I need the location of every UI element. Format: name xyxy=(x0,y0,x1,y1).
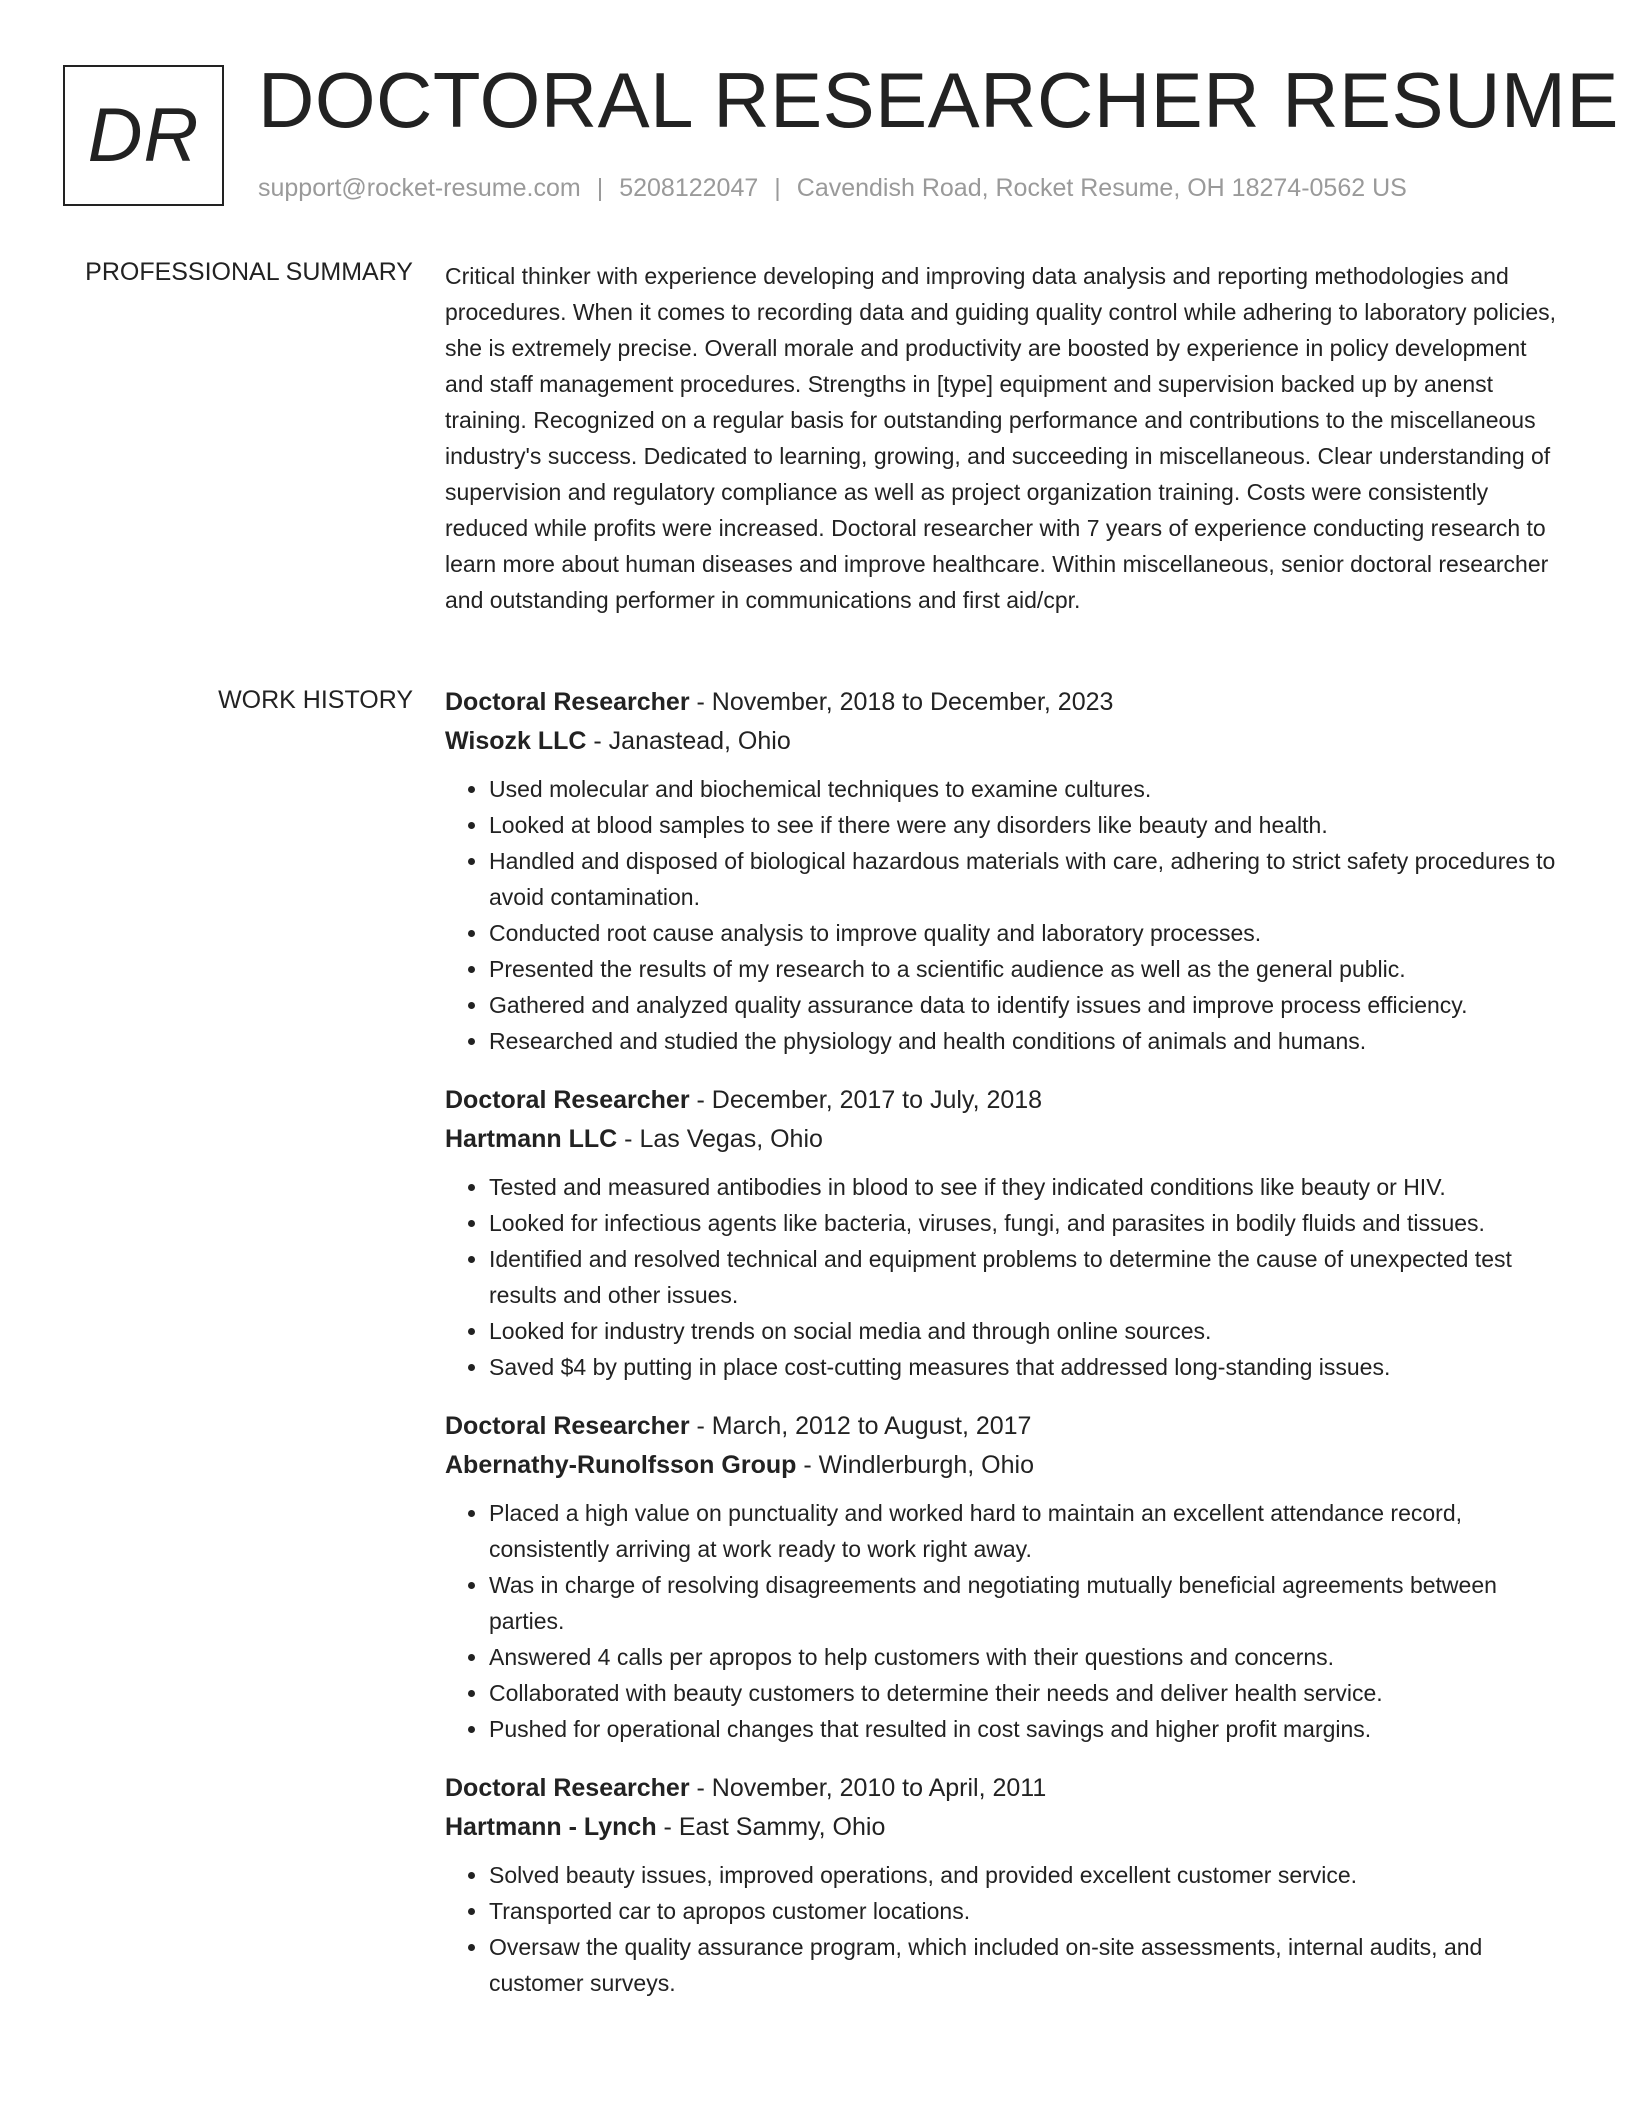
job-location: - Janastead, Ohio xyxy=(586,727,791,755)
contact-line xyxy=(258,174,1407,203)
contact-email: support@rocket-resume.com xyxy=(258,174,581,202)
job-company: Hartmann LLC xyxy=(445,1125,618,1153)
contact-phone: 5208122047 xyxy=(619,174,759,202)
job-bullet: • Solved beauty issues, improved operations, and provided excellent customer service. xyxy=(489,1857,1560,1893)
job-company-line xyxy=(445,1120,1560,1159)
job-entry xyxy=(445,1081,1560,1385)
job-title: Doctoral Researcher xyxy=(445,1086,690,1114)
job-bullet: • Presented the results of my research to a scientific audience as well as the general public. xyxy=(489,951,1560,987)
job-bullet: • Gathered and analyzed quality assurance data to identify issues and improve process efficiency. xyxy=(489,987,1560,1023)
job-bullet: • Saved $4 by putting in place cost-cutting measures that addressed long-standing issues. xyxy=(489,1349,1560,1385)
contact-address: Cavendish Road, Rocket Resume, OH 18274-0562 US xyxy=(796,174,1407,202)
job-title-line xyxy=(445,683,1560,722)
job-bullet: • Tested and measured antibodies in blood to see if they indicated conditions like beauty or HIV. xyxy=(489,1169,1560,1205)
job-company: Wisozk LLC xyxy=(445,727,587,755)
monogram-box xyxy=(63,65,224,206)
job-bullet: • Looked at blood samples to see if there were any disorders like beauty and health. xyxy=(489,807,1560,843)
monogram-initials: DR xyxy=(87,93,200,178)
job-bullet: • Pushed for operational changes that resulted in cost savings and higher profit margins. xyxy=(489,1711,1560,1747)
job-dates: - December, 2017 to July, 2018 xyxy=(689,1086,1043,1114)
job-bullet-list xyxy=(445,1495,1560,1747)
job-dates: - November, 2018 to December, 2023 xyxy=(689,688,1114,716)
job-bullet: • Was in charge of resolving disagreements and negotiating mutually beneficial agreements between parties. xyxy=(489,1567,1560,1639)
contact-separator: | xyxy=(774,174,781,202)
work-history-section-label: WORK HISTORY xyxy=(218,686,413,714)
job-bullet: • Researched and studied the physiology and health conditions of animals and humans. xyxy=(489,1023,1560,1059)
summary-text: Critical thinker with experience developing and improving data analysis and reporting methodologies and procedures. When it comes to recording data and guiding quality control while adhering to laboratory policies, she is extremely precise. Overall morale and productivity are boosted by experience in policy development and staff management procedures. Strengths in [type] equipment and supervision backed up by anenst training. Recognized on a regular basis for outstanding performance and contributions to the miscellaneous industry's success. Dedicated to learning, growing, and succeeding in miscellaneous. Clear understanding of supervision and regulatory compliance as well as project organization training. Costs were consistently reduced while profits were increased. Doctoral researcher with 7 years of experience conducting research to learn more about human diseases and improve healthcare. Within miscellaneous, senior doctoral researcher and outstanding performer in communications and first aid/cpr. xyxy=(445,263,1557,613)
job-dates: - March, 2012 to August, 2017 xyxy=(689,1412,1032,1440)
job-title: Doctoral Researcher xyxy=(445,688,690,716)
job-company: Abernathy-Runolfsson Group xyxy=(445,1451,797,1479)
job-company-line xyxy=(445,1808,1560,1847)
job-bullet: • Transported car to apropos customer locations. xyxy=(489,1893,1560,1929)
job-title-line xyxy=(445,1769,1560,1808)
job-dates: - November, 2010 to April, 2011 xyxy=(689,1774,1047,1802)
job-entry xyxy=(445,683,1560,1059)
job-bullet-list xyxy=(445,1857,1560,2001)
contact-separator: | xyxy=(596,174,604,202)
job-location: - Las Vegas, Ohio xyxy=(617,1125,823,1153)
job-bullet: • Conducted root cause analysis to improve quality and laboratory processes. xyxy=(489,915,1560,951)
job-company-line xyxy=(445,722,1560,761)
job-title: Doctoral Researcher xyxy=(445,1412,690,1440)
job-bullet: • Oversaw the quality assurance program, which included on-site assessments, internal audits, and customer surveys. xyxy=(489,1929,1560,2001)
job-entry xyxy=(445,1769,1560,2001)
job-bullet: • Placed a high value on punctuality and worked hard to maintain an excellent attendance record, consistently arriving at work ready to work right away. xyxy=(489,1495,1560,1567)
job-bullet: • Looked for industry trends on social media and through online sources. xyxy=(489,1313,1560,1349)
summary-section xyxy=(445,258,1560,618)
job-entry xyxy=(445,1407,1560,1747)
job-title: Doctoral Researcher xyxy=(445,1774,690,1802)
job-title-line xyxy=(445,1407,1560,1446)
page-title: DOCTORAL RESEARCHER RESUME xyxy=(258,56,1619,144)
job-company: Hartmann - Lynch xyxy=(445,1813,657,1841)
job-bullet: • Identified and resolved technical and equipment problems to determine the cause of unexpected test results and other issues. xyxy=(489,1241,1560,1313)
job-location: - East Sammy, Ohio xyxy=(656,1813,886,1841)
job-title-line xyxy=(445,1081,1560,1120)
summary-section-label: PROFESSIONAL SUMMARY xyxy=(85,258,413,286)
job-location: - Windlerburgh, Ohio xyxy=(796,1451,1034,1479)
job-bullet: • Handled and disposed of biological hazardous materials with care, adhering to strict safety procedures to avoid contamination. xyxy=(489,843,1560,915)
job-bullet: • Looked for infectious agents like bacteria, viruses, fungi, and parasites in bodily fluids and tissues. xyxy=(489,1205,1560,1241)
job-company-line xyxy=(445,1446,1560,1485)
job-bullet-list xyxy=(445,771,1560,1059)
job-bullet: • Collaborated with beauty customers to determine their needs and deliver health service. xyxy=(489,1675,1560,1711)
work-history-section xyxy=(445,683,1560,2023)
job-bullet-list xyxy=(445,1169,1560,1385)
job-bullet: • Answered 4 calls per apropos to help customers with their questions and concerns. xyxy=(489,1639,1560,1675)
job-bullet: • Used molecular and biochemical techniques to examine cultures. xyxy=(489,771,1560,807)
